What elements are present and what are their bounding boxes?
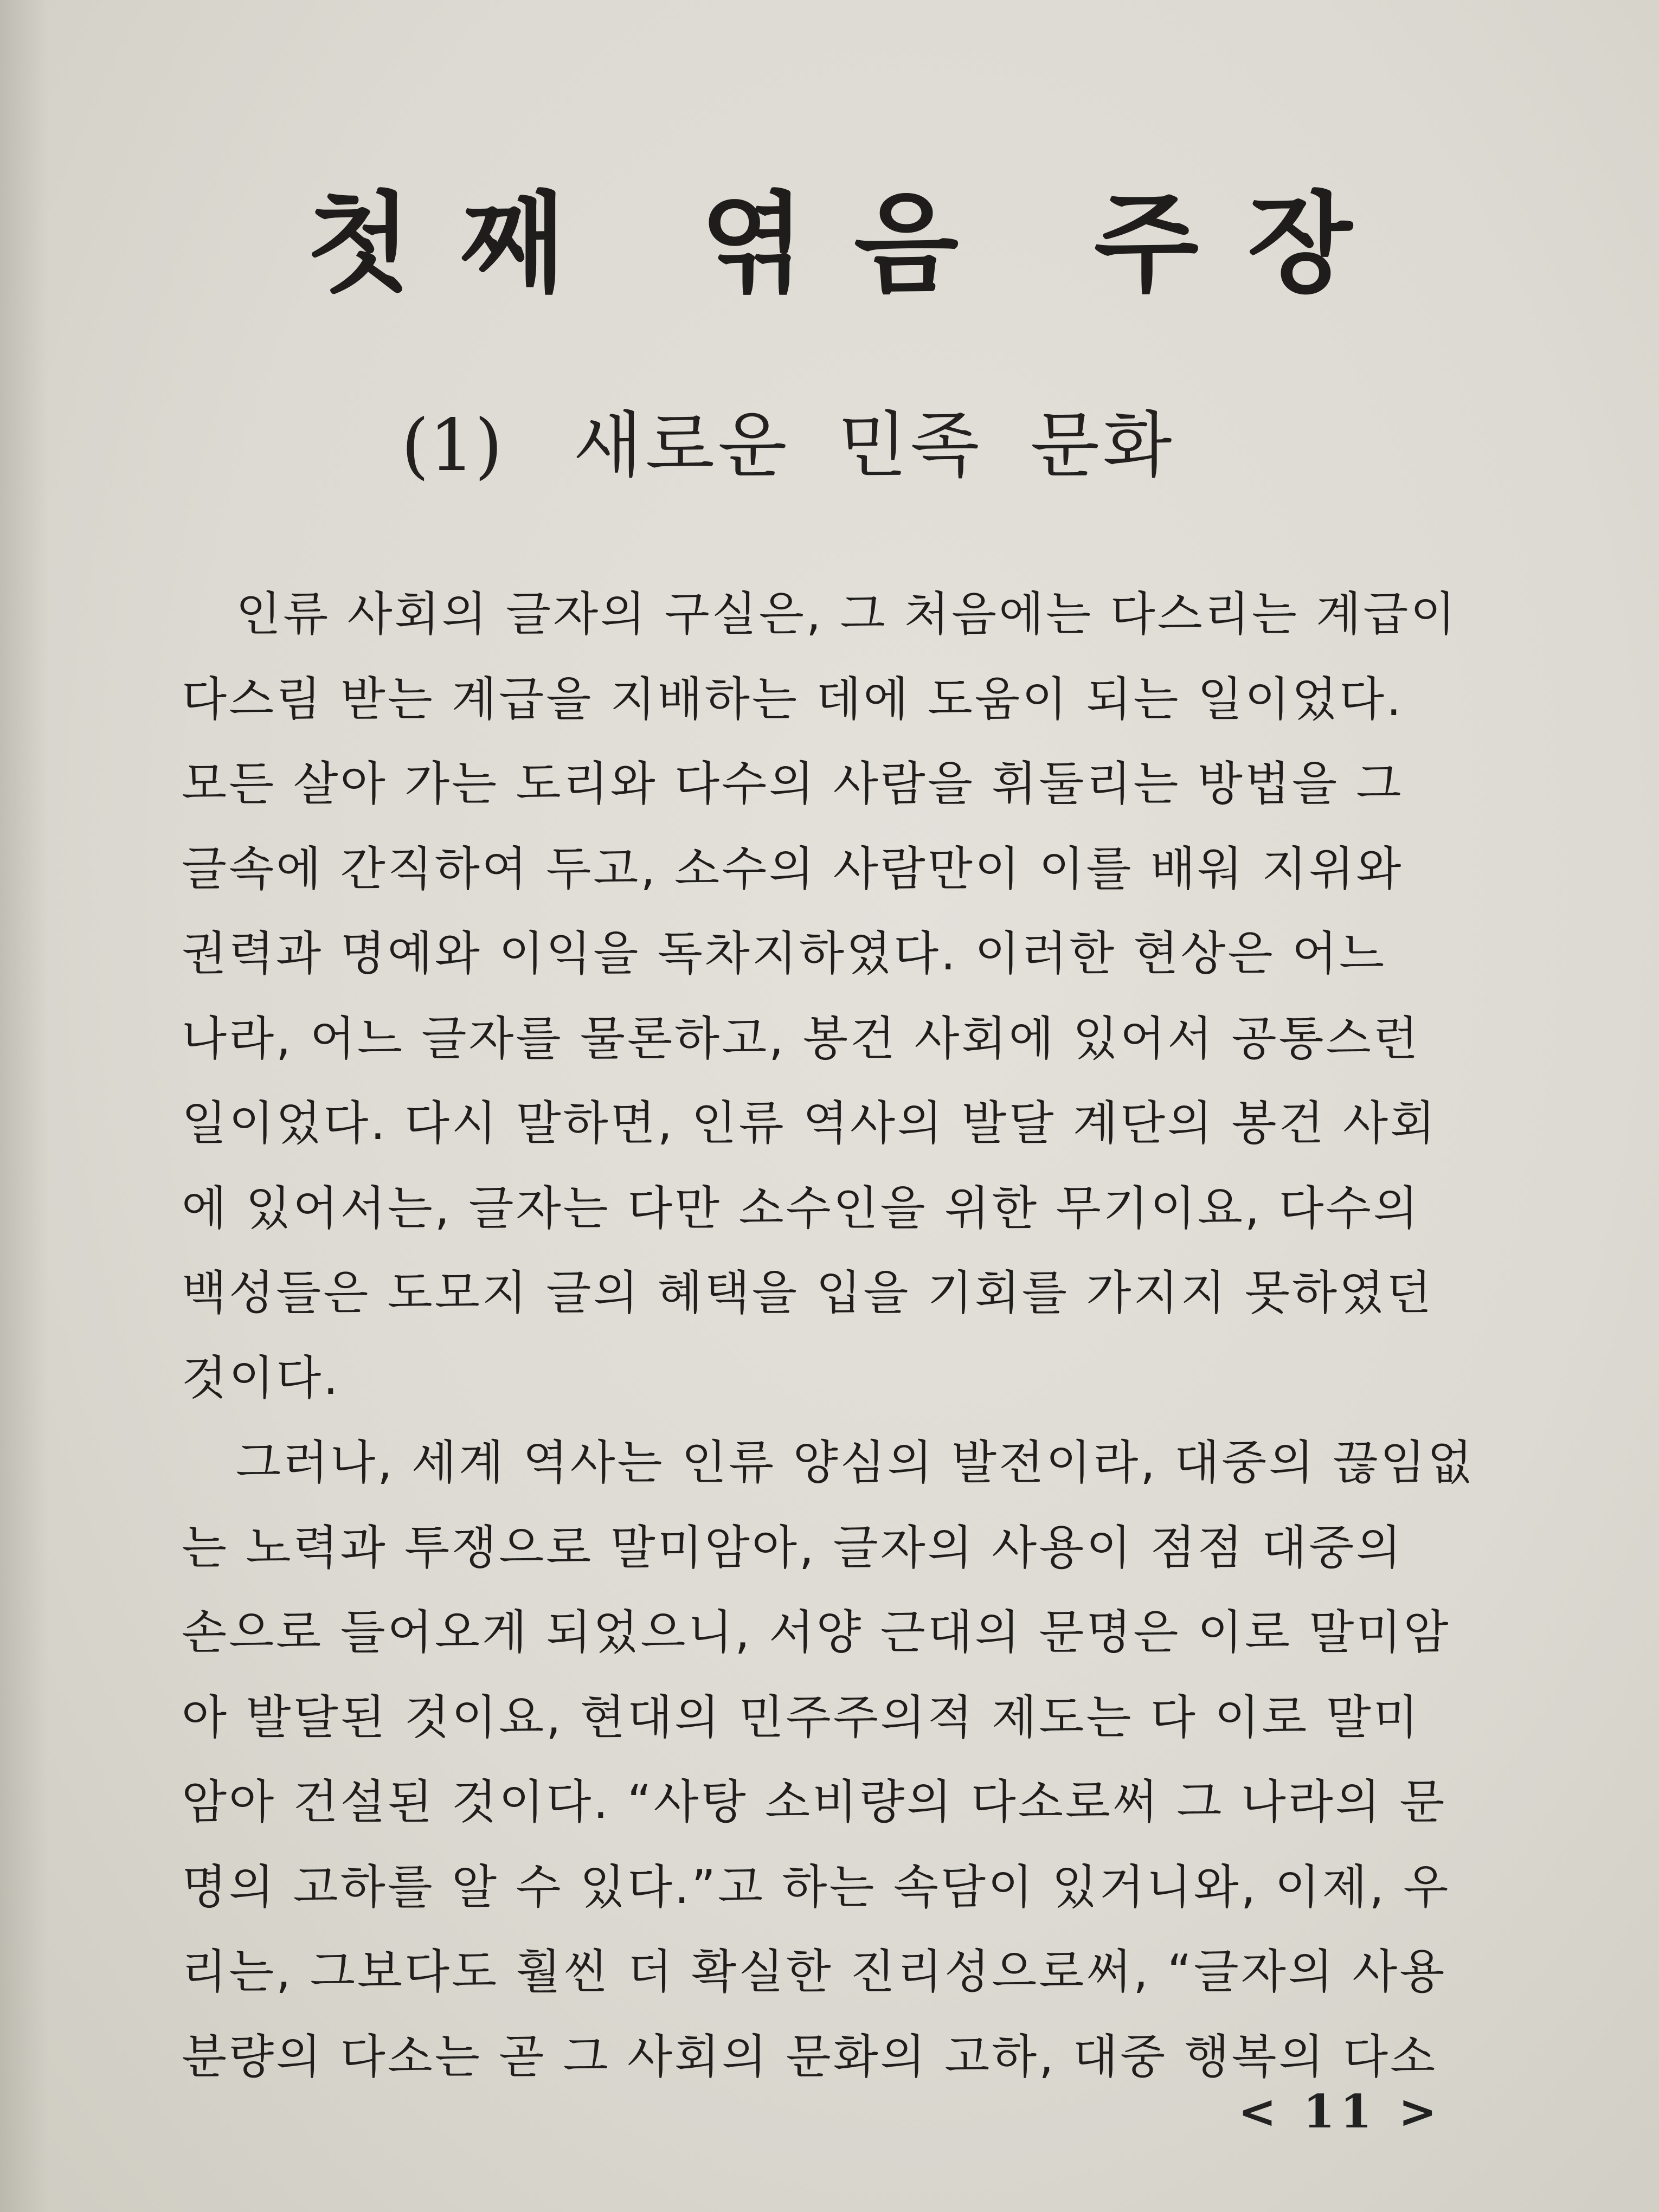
section-heading <box>401 388 1175 491</box>
text-line: 인류 사회의 글자의 구실은, 그 처음에는 다스리는 계급이 <box>236 587 1458 641</box>
chapter-title: 첫째 엮음 주장 <box>306 181 1401 307</box>
body-text <box>182 572 1499 2099</box>
text-line: 모든 살아 가는 도리와 다수의 사람을 휘둘리는 방법을 그 <box>182 757 1404 811</box>
text-line: 명의 고하를 알 수 있다.”고 하는 속담이 있거니와, 이제, 우 <box>182 1860 1451 1914</box>
text-line: 분량의 다소는 곧 그 사회의 문화의 고하, 대중 행복의 다소 <box>182 2029 1438 2084</box>
text-line: 나라, 어느 글자를 물론하고, 봉건 사회에 있어서 공통스런 <box>182 1011 1420 1066</box>
text-line: 는 노력과 투쟁으로 말미암아, 글자의 사용이 점점 대중의 <box>182 1520 1404 1575</box>
text-line: 것이다. <box>182 1351 340 1405</box>
text-line: 일이었다. 다시 말하면, 인류 역사의 발달 계단의 봉건 사회 <box>182 1096 1438 1150</box>
text-line: 글속에 간직하여 두고, 소수의 사람만이 이를 배워 지위와 <box>182 841 1404 896</box>
text-line: 백성들은 도모지 글의 혜택을 입을 기회를 가지지 못하였던 <box>182 1266 1434 1320</box>
text-line: 그러나, 세계 역사는 인류 양심의 발전이라, 대중의 끊임없 <box>236 1436 1475 1490</box>
section-title: 새로운 민족 문화 <box>573 404 1175 487</box>
text-line: 아 발달된 것이요, 현대의 민주주의적 제도는 다 이로 말미 <box>182 1690 1420 1745</box>
section-number: (1) <box>401 404 503 487</box>
page-number: < 11 > <box>1238 2085 1442 2138</box>
text-line: 리는, 그보다도 훨씬 더 확실한 진리성으로써, “글자의 사용 <box>182 1945 1447 1999</box>
text-line: 다스림 받는 계급을 지배하는 데에 도움이 되는 일이었다. <box>182 672 1404 726</box>
text-line: 손으로 들어오게 되었으니, 서양 근대의 문명은 이로 말미암 <box>182 1605 1451 1660</box>
text-line: 에 있어서는, 글자는 다만 소수인을 위한 무기이요, 다수의 <box>182 1181 1420 1236</box>
text-line: 암아 건설된 것이다. “사탕 소비량의 다소로써 그 나라의 문 <box>182 1775 1447 1829</box>
text-line: 권력과 명예와 이익을 독차지하였다. 이러한 현상은 어느 <box>182 927 1387 981</box>
